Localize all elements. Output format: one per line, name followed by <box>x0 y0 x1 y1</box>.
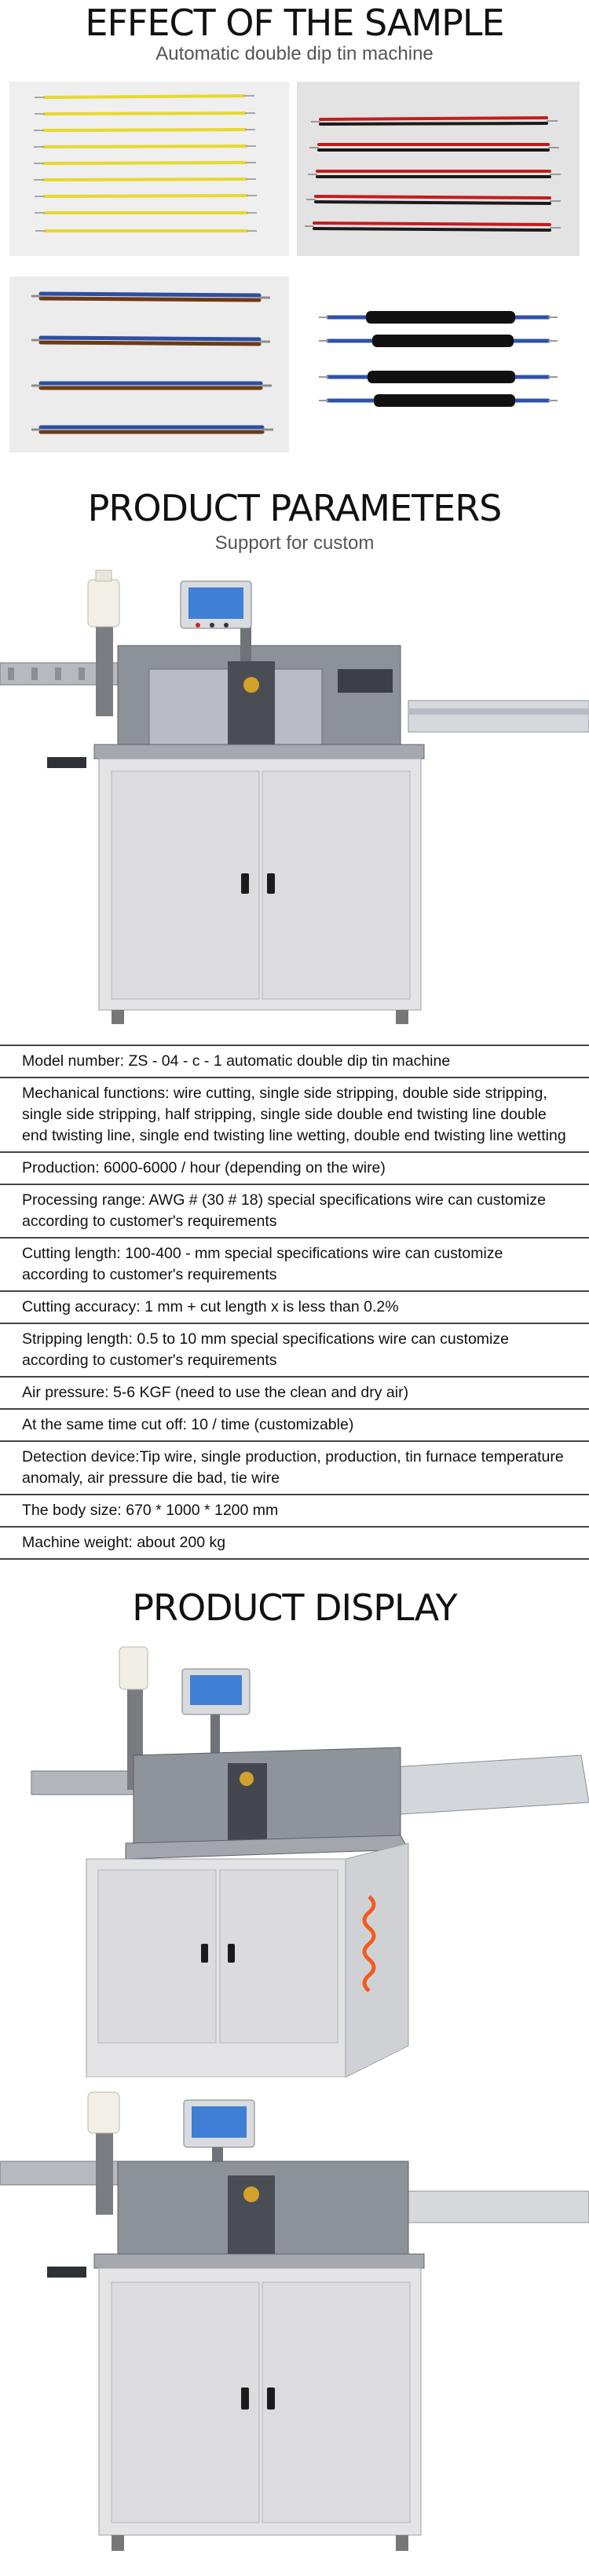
red-black-wires-graphic <box>297 82 580 256</box>
param-row-air-pressure: Air pressure: 5-6 KGF (need to use the clean and dry air) <box>0 1376 589 1408</box>
sleeved-wires-graphic <box>297 276 580 452</box>
sample-photo-red-black-wires <box>297 82 580 256</box>
param-row-mechanical-functions: Mechanical functions: wire cutting, single side stripping, double side stripping, single side stripping, half stripping, single side double end twisting line double end twisting line, single end twisting line wetting, double end twisting line wetting <box>0 1077 589 1151</box>
param-row-model-number: Model number: ZS - 04 - c - 1 automatic double dip tin machine <box>0 1045 589 1077</box>
sample-photo-blue-brown-wires <box>9 276 289 452</box>
yellow-wires-graphic <box>9 82 289 256</box>
sample-photo-sleeved-wires <box>297 276 580 452</box>
blue-brown-wires-graphic <box>9 276 289 452</box>
sample-photo-yellow-wires <box>9 82 289 256</box>
machine-angled-graphic <box>0 1637 589 2077</box>
param-row-detection-device: Detection device:Tip wire, single production, production, tin furnace temperature anomaly, air pressure die bad, tie wire <box>0 1440 589 1494</box>
parameters-table <box>0 1045 589 1560</box>
param-row-machine-weight: Machine weight: about 200 kg <box>0 1526 589 1560</box>
param-row-cutting-length: Cutting length: 100-400 - mm special specifications wire can customize according to customer's requirements <box>0 1237 589 1290</box>
machine-photo-front <box>0 559 589 1030</box>
params-section-title: PRODUCT PARAMETERS <box>87 487 502 529</box>
param-row-stripping-length: Stripping length: 0.5 to 10 mm special specifications wire can customize according to customer's requirements <box>0 1323 589 1376</box>
params-section-subtitle: Support for custom <box>214 532 375 554</box>
param-row-cutting-accuracy: Cutting accuracy: 1 mm + cut length x is less than 0.2% <box>0 1290 589 1323</box>
sample-section-subtitle: Automatic double dip tin machine <box>155 43 434 64</box>
machine-front-graphic <box>0 559 589 1030</box>
param-row-cut-off-count: At the same time cut off: 10 / time (customizable) <box>0 1408 589 1440</box>
param-row-processing-range: Processing range: AWG # (30 # 18) special specifications wire can customize according to customer's requirements <box>0 1184 589 1237</box>
param-row-production: Production: 6000-6000 / hour (depending on the wire) <box>0 1151 589 1184</box>
param-row-body-size: The body size: 670 * 1000 * 1200 mm <box>0 1494 589 1526</box>
machine-photo-front-second <box>0 2089 589 2568</box>
machine-photo-angled <box>0 1637 589 2077</box>
sample-section-title: EFFECT OF THE SAMPLE <box>85 2 504 44</box>
machine-front-second-graphic <box>0 2089 589 2568</box>
display-section-title: PRODUCT DISPLAY <box>132 1586 457 1629</box>
